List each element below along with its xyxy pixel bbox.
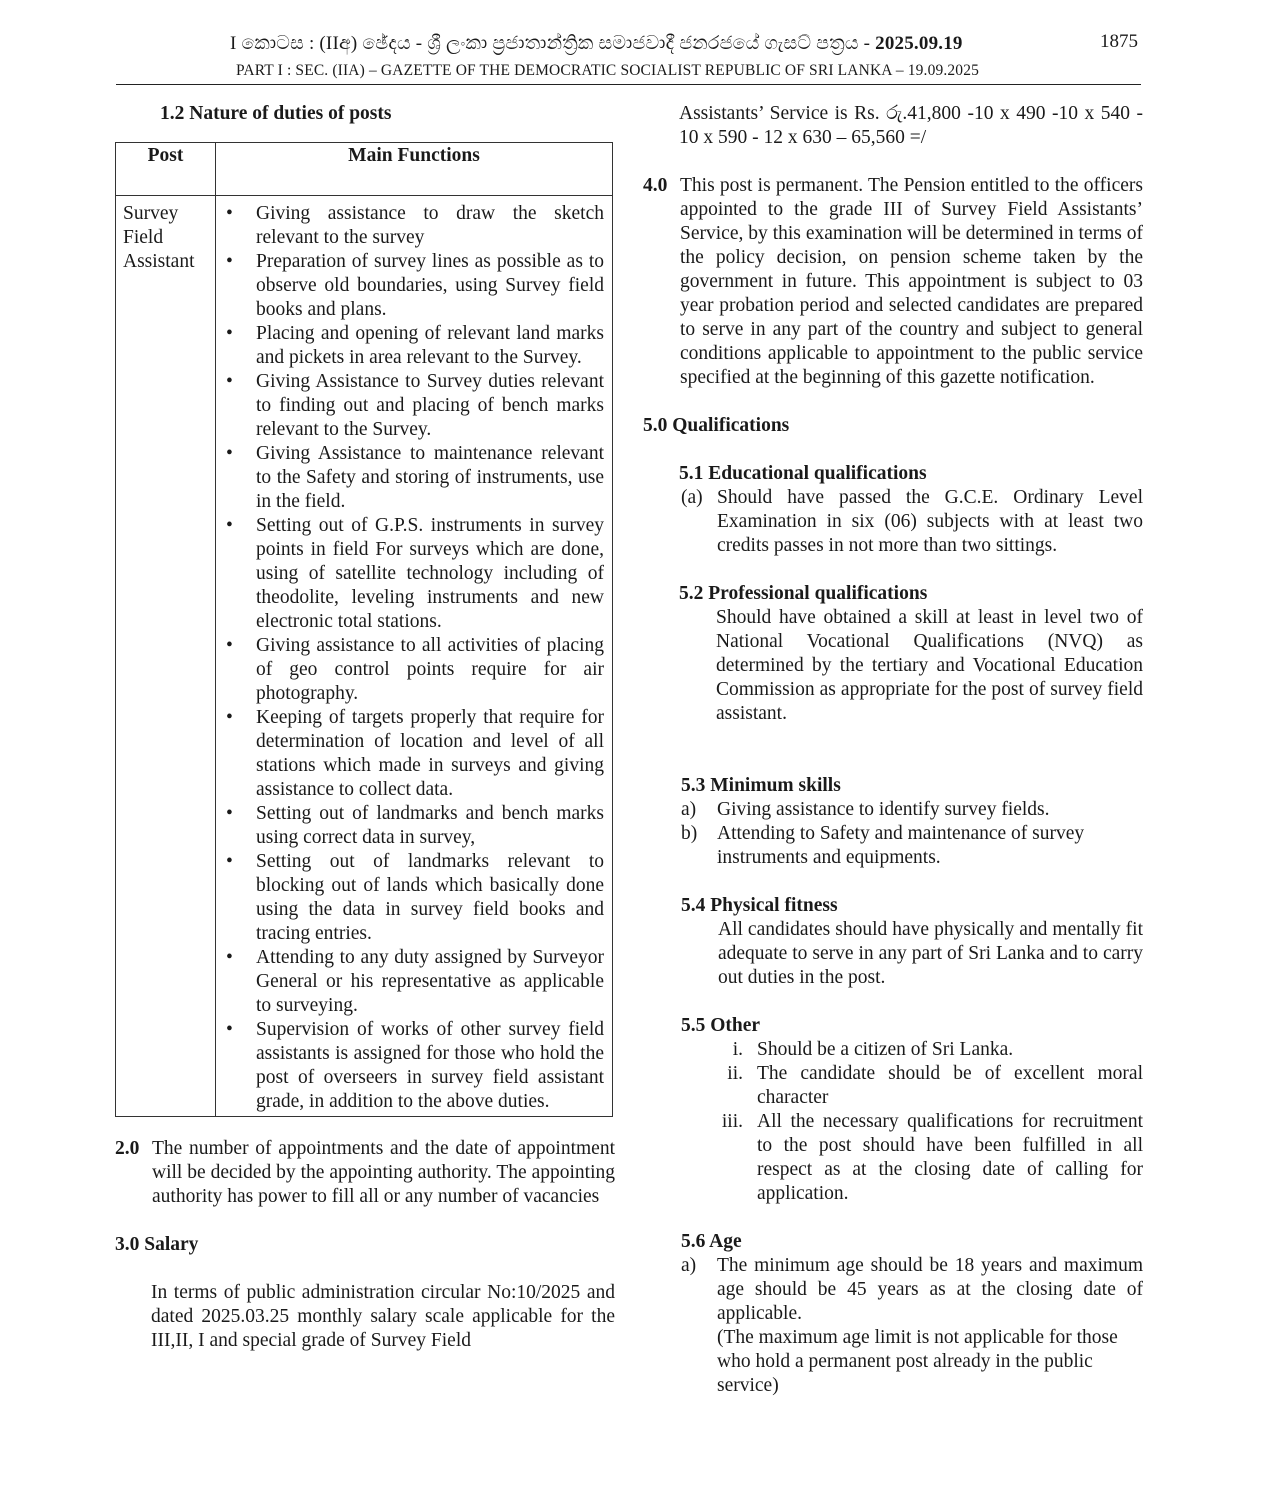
section-2-0 [115, 1137, 615, 1209]
section-5-4 [643, 894, 1143, 990]
section-5-2-heading: 5.2 Professional qualifications [679, 583, 928, 604]
item-text: Should be a citizen of Sri Lanka. [757, 1039, 1014, 1060]
list-item [681, 1254, 1143, 1326]
section-2-0-text: The number of appointments and the date of appointment will be decided by the appointing authority. The appointing authority has power to fill all or any number of vacancies [152, 1138, 615, 1207]
page-number: 1875 [1100, 31, 1138, 52]
col-post-header: Post [116, 143, 216, 196]
list-item [681, 822, 1143, 870]
post-cell [116, 196, 216, 1117]
function-item: • Giving assistance to all activities of placing of geo control points require for air photography. [224, 634, 604, 706]
section-5-1-heading: 5.1 Educational qualifications [679, 463, 927, 484]
sinhala-title: I කොටස : (IIඅ) ඡේදය - ශ්‍රී ලංකා ප්‍රජාතාන්ත්‍රික සමාජවාදී ජනරජයේ ගැසට් පත්‍රය - [230, 33, 876, 54]
item-label: i. [732, 1039, 743, 1060]
section-4-0-number: 4.0 [643, 175, 668, 196]
function-item: • Giving Assistance to maintenance relevant to the Safety and storing of instruments, use in the field. [224, 442, 604, 514]
section-4-0 [643, 174, 1143, 390]
section-3-0-heading: 3.0 Salary [115, 1234, 199, 1255]
section-5-4-text: All candidates should have physically and mentally fit adequate to serve in any part of Sri Lanka and to carry out duties in the post. [718, 919, 1143, 988]
salary-continuation: Assistants’ Service is Rs. රු.41,800 -10 x 490 -10 x 540 - 10 x 590 - 12 x 630 – 65,560 =/ [679, 103, 1143, 148]
list-item [681, 486, 1143, 558]
post-line: Assistant [123, 251, 195, 272]
item-label: a) [681, 799, 697, 820]
section-1-2-heading: 1.2 Nature of duties of posts [160, 103, 392, 124]
item-label: ii. [727, 1063, 743, 1084]
list-item [721, 1038, 1143, 1062]
right-column [643, 102, 1143, 1398]
item-label: b) [681, 823, 698, 844]
section-5-6-heading: 5.6 Age [681, 1231, 742, 1252]
function-item: • Setting out of landmarks relevant to blocking out of lands which basically done using the data in survey field books and tracing entries. [224, 850, 604, 946]
item-text: Giving assistance to identify survey fields. [717, 799, 1050, 820]
header-rule [116, 84, 1141, 85]
sinhala-date: 2025.09.19 [875, 33, 963, 54]
section-5-1 [643, 462, 1143, 558]
item-label: a) [681, 1255, 697, 1276]
item-label: (a) [681, 487, 703, 508]
function-item: • Giving Assistance to Survey duties relevant to finding out and placing of bench marks relevant to the Survey. [224, 370, 604, 442]
function-item: • Attending to any duty assigned by Surveyor General or his representative as applicable to surveying. [224, 946, 604, 1018]
section-5-2-text: Should have obtained a skill at least in level two of National Vocational Qualifications (NVQ) as determined by the tertiary and Vocational Education Commission as appropriate for the post of survey field assistant. [716, 607, 1143, 724]
list-item [721, 1110, 1143, 1206]
item-text: Should have passed the G.C.E. Ordinary Level Examination in six (06) subjects with at least two credits passes in not more than two sittings. [717, 487, 1143, 556]
function-item: • Setting out of G.P.S. instruments in survey points in field For surveys which are done, using of satellite technology including of theodolite, leveling instruments and new electronic total stations. [224, 514, 604, 634]
section-5-4-heading: 5.4 Physical fitness [681, 895, 838, 916]
section-5-3 [643, 774, 1143, 870]
function-item: • Placing and opening of relevant land marks and pickets in area relevant to the Survey. [224, 322, 604, 370]
section-5-2 [643, 582, 1143, 726]
function-item: • Setting out of landmarks and bench marks using correct data in survey, [224, 802, 604, 850]
col-functions-header: Main Functions [216, 143, 613, 196]
duties-table [115, 142, 613, 1117]
sinhala-header [230, 32, 1030, 56]
item-text: Attending to Safety and maintenance of survey instruments and equipments. [717, 823, 1085, 868]
section-5-3-heading: 5.3 Minimum skills [681, 775, 841, 796]
item-text: The candidate should be of excellent moral character [757, 1063, 1143, 1108]
left-column [115, 102, 615, 1353]
function-item: • Giving assistance to draw the sketch relevant to the survey [224, 202, 604, 250]
function-item: • Supervision of works of other survey field assistants is assigned for those who hold the post of overseers in survey field assistant grade, in addition to the above duties. [224, 1018, 604, 1114]
section-5-6 [643, 1230, 1143, 1398]
list-item [721, 1062, 1143, 1110]
english-header: PART I : SEC. (IIA) – GAZETTE OF THE DEMOCRATIC SOCIALIST REPUBLIC OF SRI LANKA – 19.09.2025 [236, 62, 979, 79]
section-5-5-heading: 5.5 Other [681, 1015, 761, 1036]
list-item [681, 798, 1143, 822]
functions-cell [216, 196, 613, 1117]
section-5-0-heading: 5.0 Qualifications [643, 415, 790, 436]
section-2-0-number: 2.0 [115, 1138, 140, 1159]
function-item: • Preparation of survey lines as possible as to observe old boundaries, using Survey field books and plans. [224, 250, 604, 322]
function-item: • Keeping of targets properly that require for determination of location and level of all stations which made in surveys and giving assistance to collect data. [224, 706, 604, 802]
item-text: All the necessary qualifications for recruitment to the post should have been fulfilled in all respect as at the closing date of calling for application. [757, 1111, 1143, 1204]
post-line: Survey [123, 203, 179, 224]
item-label: iii. [721, 1111, 743, 1132]
section-4-0-text: This post is permanent. The Pension entitled to the officers appointed to the grade III of Survey Field Assistants’ Service, by this examination will be determined in terms of the policy decision, on pension scheme taken by the government in future. This appointment is subject to 03 year probation period and selected candidates are prepared to serve in any part of the country and subject to general conditions applicable to appointment to the public service specified at the beginning of this gazette notification. [680, 175, 1143, 388]
item-text: The minimum age should be 18 years and maximum age should be 45 years as at the closing date of applicable. [717, 1255, 1143, 1324]
section-3-0-text: In terms of public administration circular No:10/2025 and dated 2025.03.25 monthly salary scale applicable for the III,II, I and special grade of Survey Field [151, 1282, 615, 1351]
functions-list [224, 202, 604, 1114]
age-note: (The maximum age limit is not applicable for those who hold a permanent post already in the public service) [717, 1327, 1118, 1396]
section-5-5 [643, 1014, 1143, 1206]
post-line: Field [123, 227, 164, 248]
